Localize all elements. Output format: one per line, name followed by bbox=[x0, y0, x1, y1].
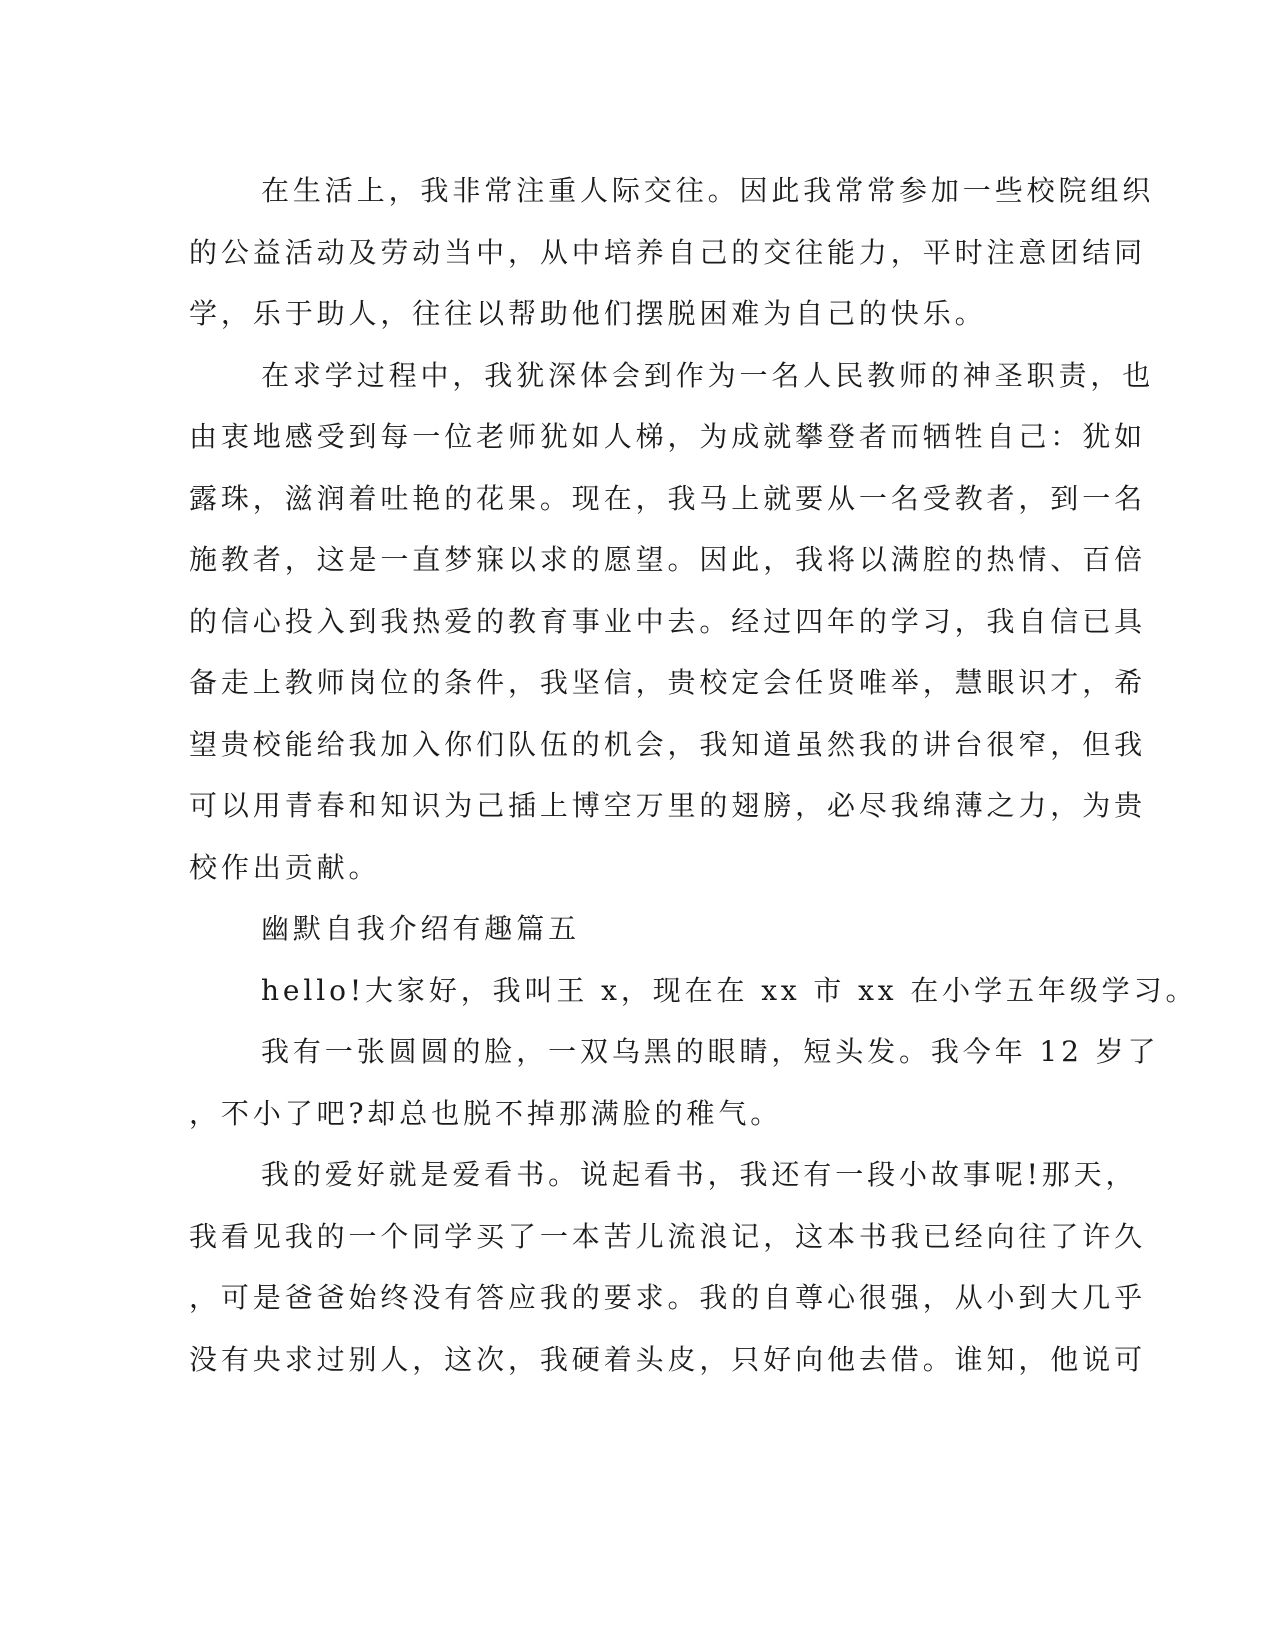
paragraph-line: hello!大家好，我叫王 x，现在在 xx 市 xx 在小学五年级学习。 bbox=[261, 973, 1198, 1007]
paragraph-line: 备走上教师岗位的条件，我坚信，贵校定会任贤唯举，慧眼识才，希 bbox=[189, 666, 1147, 699]
paragraph-line: 校作出贡献。 bbox=[189, 850, 381, 884]
paragraph-line: 望贵校能给我加入你们队伍的机会，我知道虽然我的讲台很窄，但我 bbox=[189, 727, 1147, 761]
paragraph-line: ，可是爸爸始终没有答应我的要求。我的自尊心很强，从小到大几乎 bbox=[189, 1281, 1147, 1314]
paragraph-line: 我的爱好就是爱看书。说起看书，我还有一段小故事呢!那天， bbox=[261, 1158, 1138, 1191]
paragraph-line: 在生活上，我非常注重人际交往。因此我常常参加一些校院组织 bbox=[261, 174, 1155, 207]
section-heading: 幽默自我介绍有趣篇五 bbox=[261, 912, 581, 945]
paragraph-line: 我有一张圆圆的脸，一双乌黑的眼睛，短头发。我今年 12 岁了 bbox=[261, 1035, 1160, 1068]
document-body bbox=[189, 160, 1198, 1390]
paragraph-line: 由衷地感受到每一位老师犹如人梯，为成就攀登者而牺牲自己：犹如 bbox=[189, 420, 1147, 453]
paragraph-line: 的信心投入到我热爱的教育事业中去。经过四年的学习，我自信已具 bbox=[189, 604, 1147, 638]
paragraph-line: 没有央求过别人，这次，我硬着头皮，只好向他去借。谁知，他说可 bbox=[189, 1342, 1147, 1376]
paragraph-line: 学，乐于助人，往往以帮助他们摆脱困难为自己的快乐。 bbox=[189, 297, 987, 330]
paragraph-line: 露珠，滋润着吐艳的花果。现在，我马上就要从一名受教者，到一名 bbox=[189, 481, 1147, 515]
paragraph-line: 我看见我的一个同学买了一本苦儿流浪记，这本书我已经向往了许久 bbox=[189, 1219, 1147, 1253]
paragraph-line: ，不小了吧?却总也脱不掉那满脸的稚气。 bbox=[189, 1096, 783, 1130]
paragraph-line: 在求学过程中，我犹深体会到作为一名人民教师的神圣职责，也 bbox=[261, 358, 1155, 392]
paragraph-line: 的公益活动及劳动当中，从中培养自己的交往能力，平时注意团结同 bbox=[189, 235, 1147, 269]
paragraph-line: 施教者，这是一直梦寐以求的愿望。因此，我将以满腔的热情、百倍 bbox=[189, 543, 1147, 576]
paragraph-line: 可以用青春和知识为己插上博空万里的翅膀，必尽我绵薄之力，为贵 bbox=[189, 789, 1147, 822]
